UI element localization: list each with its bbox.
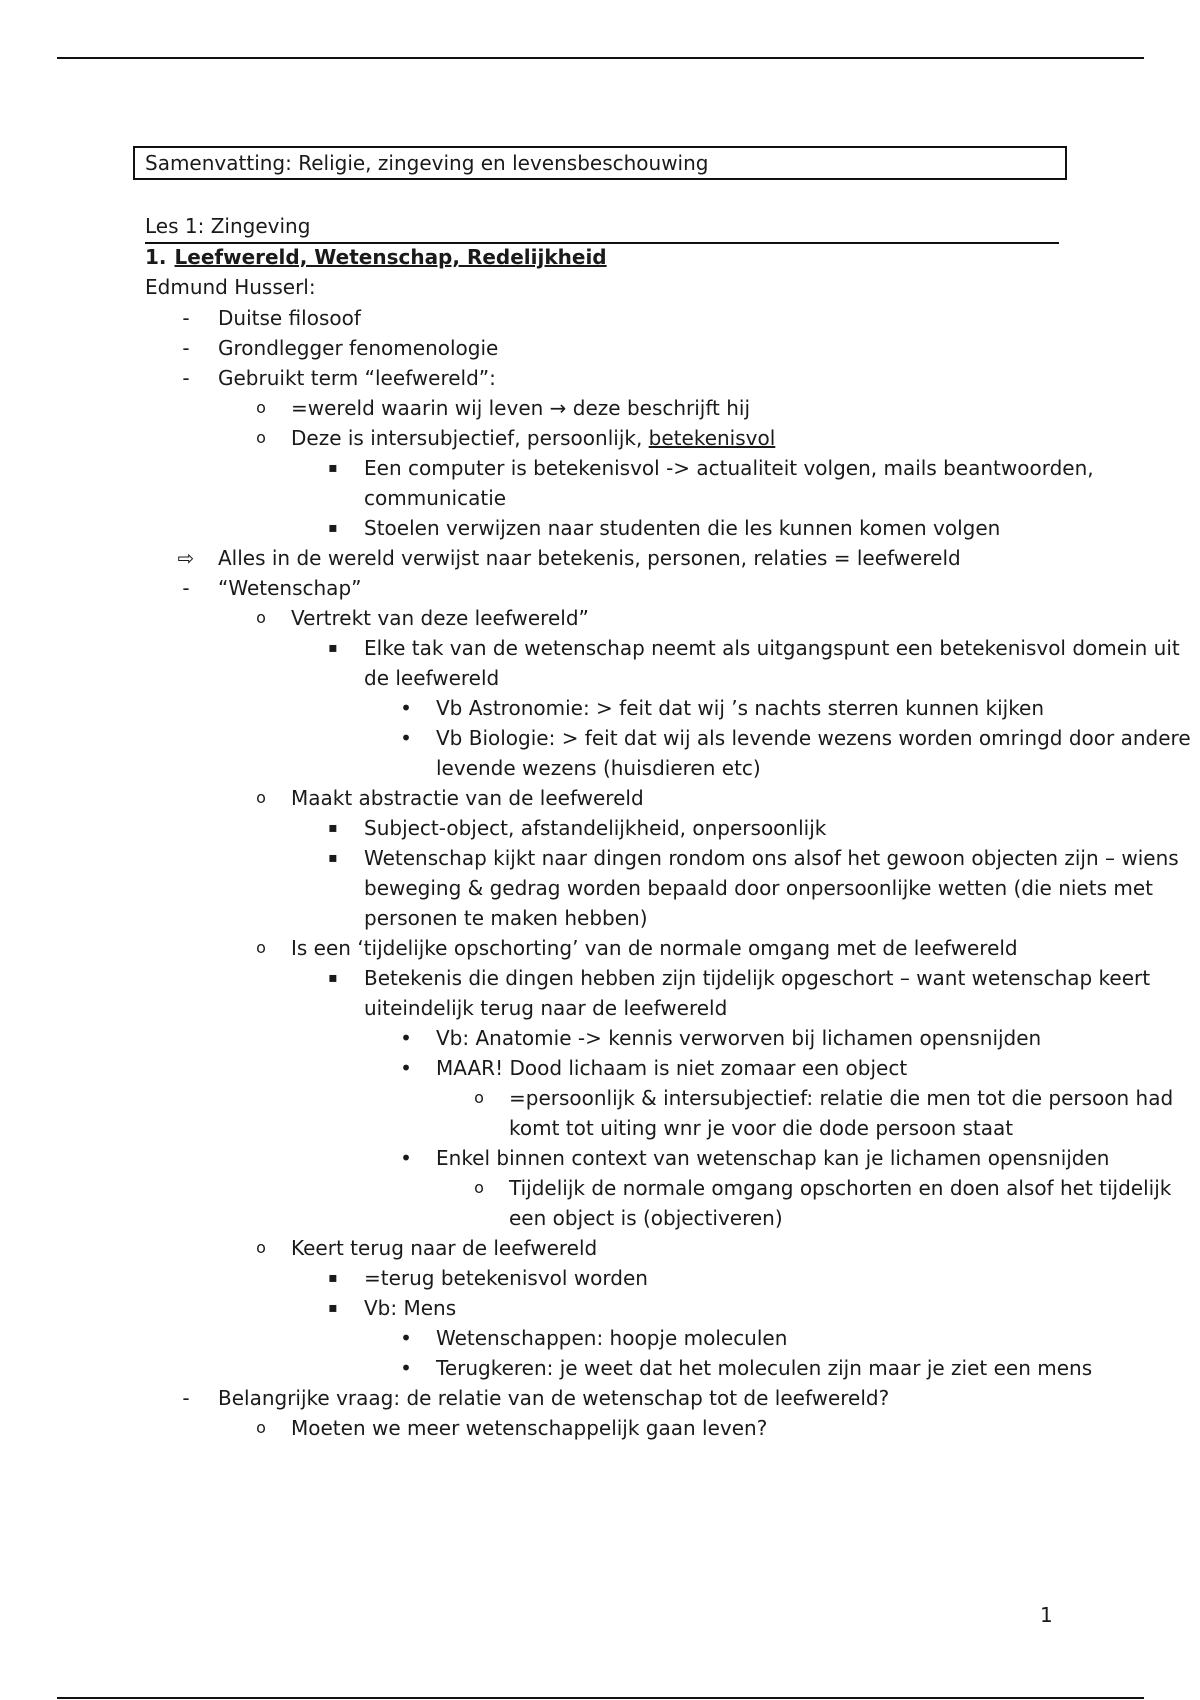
list-item: • Vb Astronomie: > feit dat wij ’s nachts sterren kunnen kijken — [0, 693, 1200, 723]
list-item: o Deze is intersubjectief, persoonlijk, betekenisvol — [0, 423, 1200, 453]
square-bullet: ▪ — [328, 850, 338, 866]
circle-bullet: o — [256, 788, 266, 807]
circle-bullet: o — [256, 938, 266, 957]
circle-bullet: o — [256, 1238, 266, 1257]
square-bullet: ▪ — [328, 1270, 338, 1286]
lesson-title: Les 1: Zingeving — [145, 211, 1059, 244]
list-item: - Belangrijke vraag: de relatie van de wetenschap tot de leefwereld? — [0, 1383, 1200, 1413]
dot-bullet: • — [400, 1356, 412, 1380]
circle-bullet: o — [256, 398, 266, 417]
list-item: • Terugkeren: je weet dat het moleculen zijn maar je ziet een mens — [0, 1353, 1200, 1383]
dash-bullet: - — [182, 576, 190, 600]
dash-bullet: - — [182, 1386, 190, 1410]
list-item: o Moeten we meer wetenschappelijk gaan leven? — [0, 1413, 1200, 1443]
section-number: 1. — [145, 245, 167, 269]
arrow-bullet-icon: ⇨ — [177, 546, 195, 570]
dot-bullet: • — [400, 1056, 412, 1080]
list-item: ▪ Betekenis die dingen hebben zijn tijdelijk opgeschort – want wetenschap keert uiteindelijk terug naar de leefwereld — [0, 963, 1200, 1023]
circle-bullet: o — [256, 608, 266, 627]
list-item: - Duitse filosoof — [0, 303, 1200, 333]
list-item: • Vb Biologie: > feit dat wij als levende wezens worden omringd door andere levende wezens (huisdieren etc) — [0, 723, 1200, 783]
square-bullet: ▪ — [328, 640, 338, 656]
dot-bullet: • — [400, 726, 412, 750]
list-item: ▪ =terug betekenisvol worden — [0, 1263, 1200, 1293]
square-bullet: ▪ — [328, 520, 338, 536]
circle-bullet: o — [256, 1418, 266, 1437]
dot-bullet: • — [400, 1146, 412, 1170]
section-heading-text: Leefwereld, Wetenschap, Redelijkheid — [174, 245, 607, 269]
list-item: ▪ Wetenschap kijkt naar dingen rondom ons alsof het gewoon objecten zijn – wiens beweging & gedrag worden bepaald door onpersoonlijke wetten (die niets met personen te maken hebben) — [0, 843, 1200, 933]
list-item: • Vb: Anatomie -> kennis verworven bij lichamen opensnijden — [0, 1023, 1200, 1053]
square-bullet: ▪ — [328, 1300, 338, 1316]
bottom-rule — [57, 1697, 1144, 1699]
list-item: - Gebruikt term “leefwereld”: — [0, 363, 1200, 393]
square-bullet: ▪ — [328, 460, 338, 476]
list-item: o Keert terug naar de leefwereld — [0, 1233, 1200, 1263]
list-item: ⇨ Alles in de wereld verwijst naar betekenis, personen, relaties = leefwereld — [0, 543, 1200, 573]
list-item: o Vertrekt van deze leefwereld” — [0, 603, 1200, 633]
list-item: o Maakt abstractie van de leefwereld — [0, 783, 1200, 813]
dot-bullet: • — [400, 1026, 412, 1050]
square-bullet: ▪ — [328, 820, 338, 836]
dash-bullet: - — [182, 366, 190, 390]
dot-bullet: • — [400, 696, 412, 720]
list-item: • MAAR! Dood lichaam is niet zomaar een object — [0, 1053, 1200, 1083]
circle-bullet: o — [474, 1178, 484, 1197]
outline-list — [0, 303, 1200, 1443]
list-item: o =persoonlijk & intersubjectief: relatie die men tot die persoon had komt tot uiting wnr je voor die dode persoon staat — [0, 1083, 1200, 1143]
list-item: ▪ Elke tak van de wetenschap neemt als uitgangspunt een betekenisvol domein uit de leefwereld — [0, 633, 1200, 693]
list-item: • Wetenschappen: hoopje moleculen — [0, 1323, 1200, 1353]
dash-bullet: - — [182, 336, 190, 360]
page-number: 1 — [1040, 1603, 1053, 1627]
list-item: - “Wetenschap” — [0, 573, 1200, 603]
subject-person: Edmund Husserl: — [145, 275, 316, 299]
list-item: - Grondlegger fenomenologie — [0, 333, 1200, 363]
circle-bullet: o — [474, 1088, 484, 1107]
dash-bullet: - — [182, 306, 190, 330]
section-heading — [145, 242, 607, 272]
list-item: o Tijdelijk de normale omgang opschorten en doen alsof het tijdelijk een object is (objectiveren) — [0, 1173, 1200, 1233]
underlined-term: betekenisvol — [648, 426, 776, 450]
list-item: ▪ Stoelen verwijzen naar studenten die les kunnen komen volgen — [0, 513, 1200, 543]
circle-bullet: o — [256, 428, 266, 447]
dot-bullet: • — [400, 1326, 412, 1350]
list-item: o =wereld waarin wij leven → deze beschrijft hij — [0, 393, 1200, 423]
list-item: o Is een ‘tijdelijke opschorting’ van de normale omgang met de leefwereld — [0, 933, 1200, 963]
square-bullet: ▪ — [328, 970, 338, 986]
list-item: ▪ Een computer is betekenisvol -> actualiteit volgen, mails beantwoorden, communicatie — [0, 453, 1200, 513]
list-item: ▪ Vb: Mens — [0, 1293, 1200, 1323]
list-item: ▪ Subject-object, afstandelijkheid, onpersoonlijk — [0, 813, 1200, 843]
document-title: Samenvatting: Religie, zingeving en levensbeschouwing — [133, 146, 1067, 180]
list-item: • Enkel binnen context van wetenschap kan je lichamen opensnijden — [0, 1143, 1200, 1173]
